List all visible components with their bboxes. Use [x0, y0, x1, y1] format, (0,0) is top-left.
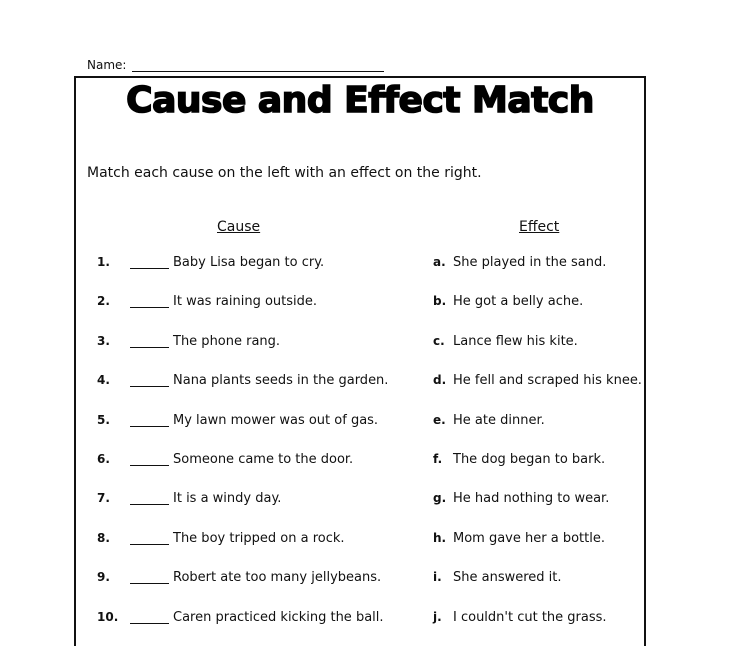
answer-blank[interactable] — [130, 570, 169, 584]
effect-letter: h. — [433, 531, 447, 545]
match-row — [0, 531, 736, 551]
cause-text: My lawn mower was out of gas. — [173, 413, 379, 428]
cause-text: It is a windy day. — [173, 491, 282, 506]
instructions-text: Match each cause on the left with an effect on the right. — [87, 165, 482, 181]
effect-text: The dog began to bark. — [453, 452, 606, 467]
worksheet-frame — [74, 76, 646, 646]
cause-text: The boy tripped on a rock. — [173, 531, 345, 546]
answer-blank[interactable] — [130, 452, 169, 466]
row-number: 2. — [97, 294, 110, 308]
match-row — [0, 373, 736, 393]
effect-letter: b. — [433, 294, 447, 308]
row-number: 5. — [97, 413, 110, 427]
effect-letter: e. — [433, 413, 446, 427]
effect-text: Lance flew his kite. — [453, 334, 578, 349]
answer-blank[interactable] — [130, 531, 169, 545]
match-row — [0, 334, 736, 354]
worksheet-title: Cause and Effect Match — [126, 80, 594, 121]
effect-column-heading: Effect — [519, 219, 560, 235]
answer-blank[interactable] — [130, 373, 169, 387]
match-row — [0, 610, 736, 630]
effect-letter: f. — [433, 452, 443, 466]
name-blank-line[interactable] — [132, 59, 384, 72]
cause-text: The phone rang. — [173, 334, 281, 349]
match-row — [0, 570, 736, 590]
answer-blank[interactable] — [130, 491, 169, 505]
answer-blank[interactable] — [130, 334, 169, 348]
row-number: 8. — [97, 531, 110, 545]
cause-text: Nana plants seeds in the garden. — [173, 373, 389, 388]
effect-letter: i. — [433, 570, 442, 584]
effect-text: He had nothing to wear. — [453, 491, 610, 506]
name-label: Name: — [87, 58, 127, 72]
effect-letter: a. — [433, 255, 446, 269]
effect-text: She answered it. — [453, 570, 562, 585]
effect-text: She played in the sand. — [453, 255, 607, 270]
answer-blank[interactable] — [130, 413, 169, 427]
row-number: 1. — [97, 255, 110, 269]
answer-blank[interactable] — [130, 610, 169, 624]
cause-text: Robert ate too many jellybeans. — [173, 570, 382, 585]
cause-column-heading: Cause — [217, 219, 261, 235]
effect-text: He fell and scraped his knee. — [453, 373, 642, 388]
row-number: 3. — [97, 334, 110, 348]
row-number: 6. — [97, 452, 110, 466]
cause-text: Baby Lisa began to cry. — [173, 255, 325, 270]
effect-letter: j. — [433, 610, 442, 624]
answer-blank[interactable] — [130, 255, 169, 269]
match-row — [0, 294, 736, 314]
effect-letter: d. — [433, 373, 447, 387]
row-number: 9. — [97, 570, 110, 584]
effect-text: He ate dinner. — [453, 413, 545, 428]
cause-text: It was raining outside. — [173, 294, 318, 309]
match-row — [0, 413, 736, 433]
answer-blank[interactable] — [130, 294, 169, 308]
row-number: 7. — [97, 491, 110, 505]
cause-text: Caren practiced kicking the ball. — [173, 610, 384, 625]
effect-letter: c. — [433, 334, 445, 348]
name-field-row — [87, 58, 384, 72]
match-row — [0, 491, 736, 511]
effect-text: Mom gave her a bottle. — [453, 531, 605, 546]
cause-text: Someone came to the door. — [173, 452, 354, 467]
effect-text: I couldn't cut the grass. — [453, 610, 607, 625]
match-row — [0, 452, 736, 472]
row-number: 4. — [97, 373, 110, 387]
match-row — [0, 255, 736, 275]
effect-letter: g. — [433, 491, 447, 505]
effect-text: He got a belly ache. — [453, 294, 584, 309]
row-number: 10. — [97, 610, 119, 624]
